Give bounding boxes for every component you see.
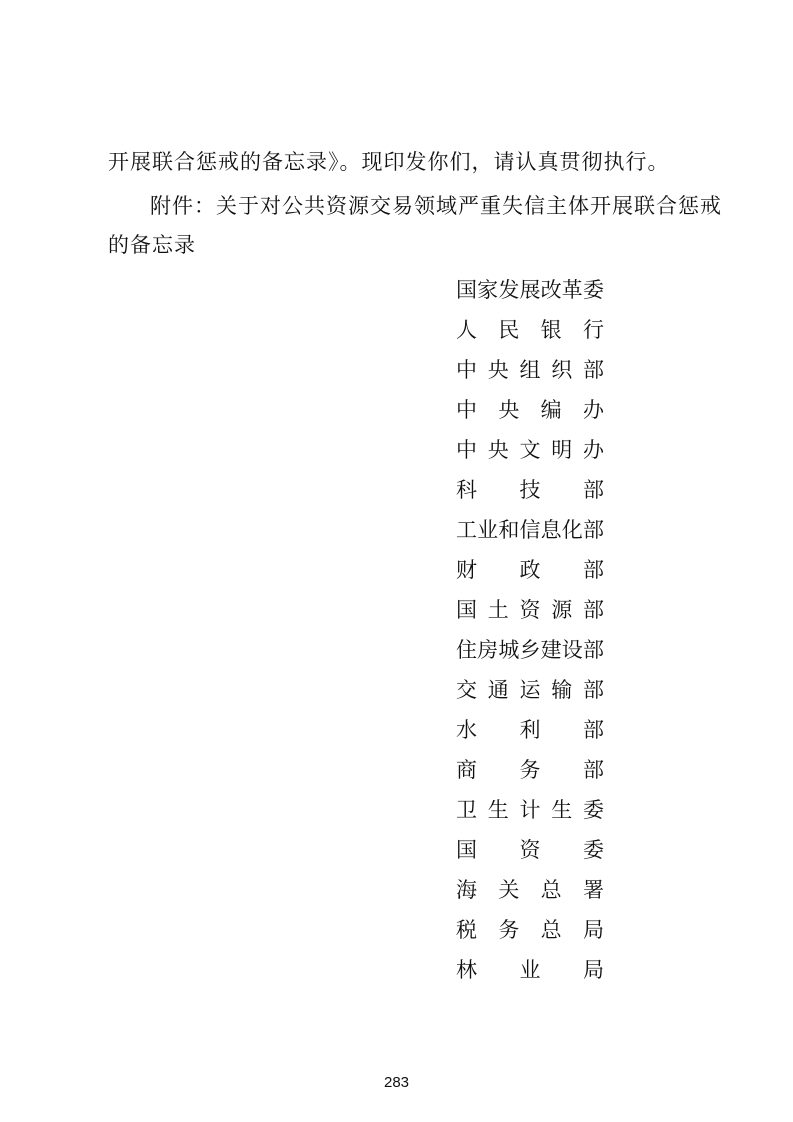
body-text-line: 开展联合惩戒的备忘录》。现印发你们，请认真贯彻执行。	[108, 150, 670, 174]
signatory-item: 中 央 文 明 办	[456, 438, 604, 462]
signatory-item: 交 通 运 输 部	[456, 678, 604, 702]
attachment-title-continuation: 的备忘录	[108, 233, 196, 257]
signatory-item: 卫 生 计 生 委	[456, 798, 604, 822]
signatory-item: 税 务 总 局	[456, 918, 604, 942]
page-number: 283	[383, 1074, 410, 1091]
signatory-item: 海 关 总 署	[456, 878, 604, 902]
signatory-item: 国 资 委	[456, 838, 604, 862]
signatory-item: 科 技 部	[456, 478, 604, 502]
signatory-item: 中 央 组 织 部	[456, 358, 604, 382]
signatory-item: 国 家 发 展 改 革 委	[456, 278, 604, 302]
attachment-title: 附件：关于对公共资源交易领域严重失信主体开展联合惩戒	[150, 194, 722, 218]
signatory-item: 中 央 编 办	[456, 398, 604, 422]
signatory-item: 财 政 部	[456, 558, 604, 582]
signatory-item: 林 业 局	[456, 958, 604, 982]
signatory-item: 国 土 资 源 部	[456, 598, 604, 622]
signatory-item: 工 业 和 信 息 化 部	[456, 518, 604, 542]
signatory-item: 水 利 部	[456, 718, 604, 742]
signatory-item: 商 务 部	[456, 758, 604, 782]
signatory-item: 人 民 银 行	[456, 318, 604, 342]
signatory-item: 住 房 城 乡 建 设 部	[456, 638, 604, 662]
signatory-list	[456, 270, 604, 990]
